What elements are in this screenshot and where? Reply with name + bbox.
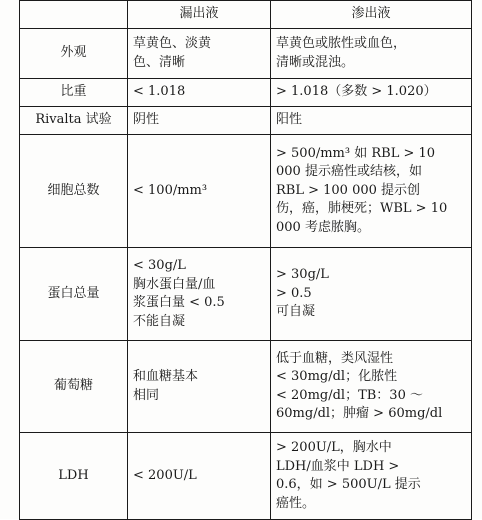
table-row bbox=[20, 107, 472, 135]
transudate-cell: < 200U/L bbox=[128, 433, 271, 520]
exudate-cell: 低于血糖，类风湿性 < 30mg/dl；化脓性 < 20mg/dl；TB：30 ～ 60mg/dl；肿瘤 > 60mg/dl bbox=[271, 341, 472, 433]
row-label: 外观 bbox=[20, 29, 128, 79]
exudate-cell: > 500/mm³ 如 RBL > 10 000 提示癌性或结核，如 RBL > 100 000 提示创 伤，癌，肺梗死；WBL > 10 000 考虑脓胸。 bbox=[271, 135, 472, 248]
table-row bbox=[20, 135, 472, 248]
row-label: 蛋白总量 bbox=[20, 248, 128, 341]
row-label: 葡萄糖 bbox=[20, 341, 128, 433]
comparison-table bbox=[19, 0, 472, 520]
exudate-cell: 阳性 bbox=[271, 107, 472, 135]
row-label: 细胞总数 bbox=[20, 135, 128, 248]
row-label: 比重 bbox=[20, 79, 128, 107]
table-row bbox=[20, 248, 472, 341]
row-label: LDH bbox=[20, 433, 128, 520]
transudate-cell: 和血糖基本 相同 bbox=[128, 341, 271, 433]
table-row bbox=[20, 341, 472, 433]
exudate-cell: 草黄色或脓性或血色， 清晰或混浊。 bbox=[271, 29, 472, 79]
table-row bbox=[20, 79, 472, 107]
transudate-cell: < 1.018 bbox=[128, 79, 271, 107]
transudate-cell: < 100/mm³ bbox=[128, 135, 271, 248]
header-empty bbox=[20, 1, 128, 29]
table-row bbox=[20, 29, 472, 79]
header-exudate: 渗出液 bbox=[271, 1, 472, 29]
header-transudate: 漏出液 bbox=[128, 1, 271, 29]
header-row bbox=[20, 1, 472, 29]
row-label: Rivalta 试验 bbox=[20, 107, 128, 135]
table-row bbox=[20, 433, 472, 520]
transudate-cell: < 30g/L 胸水蛋白量/血 浆蛋白量 < 0.5 不能自凝 bbox=[128, 248, 271, 341]
exudate-cell: > 200U/L，胸水中 LDH/血浆中 LDH > 0.6，如 > 500U/L 提示 癌性。 bbox=[271, 433, 472, 520]
transudate-cell: 草黄色、淡黄 色、清晰 bbox=[128, 29, 271, 79]
exudate-cell: > 30g/L > 0.5 可自凝 bbox=[271, 248, 472, 341]
exudate-cell: > 1.018（多数 > 1.020） bbox=[271, 79, 472, 107]
transudate-cell: 阴性 bbox=[128, 107, 271, 135]
